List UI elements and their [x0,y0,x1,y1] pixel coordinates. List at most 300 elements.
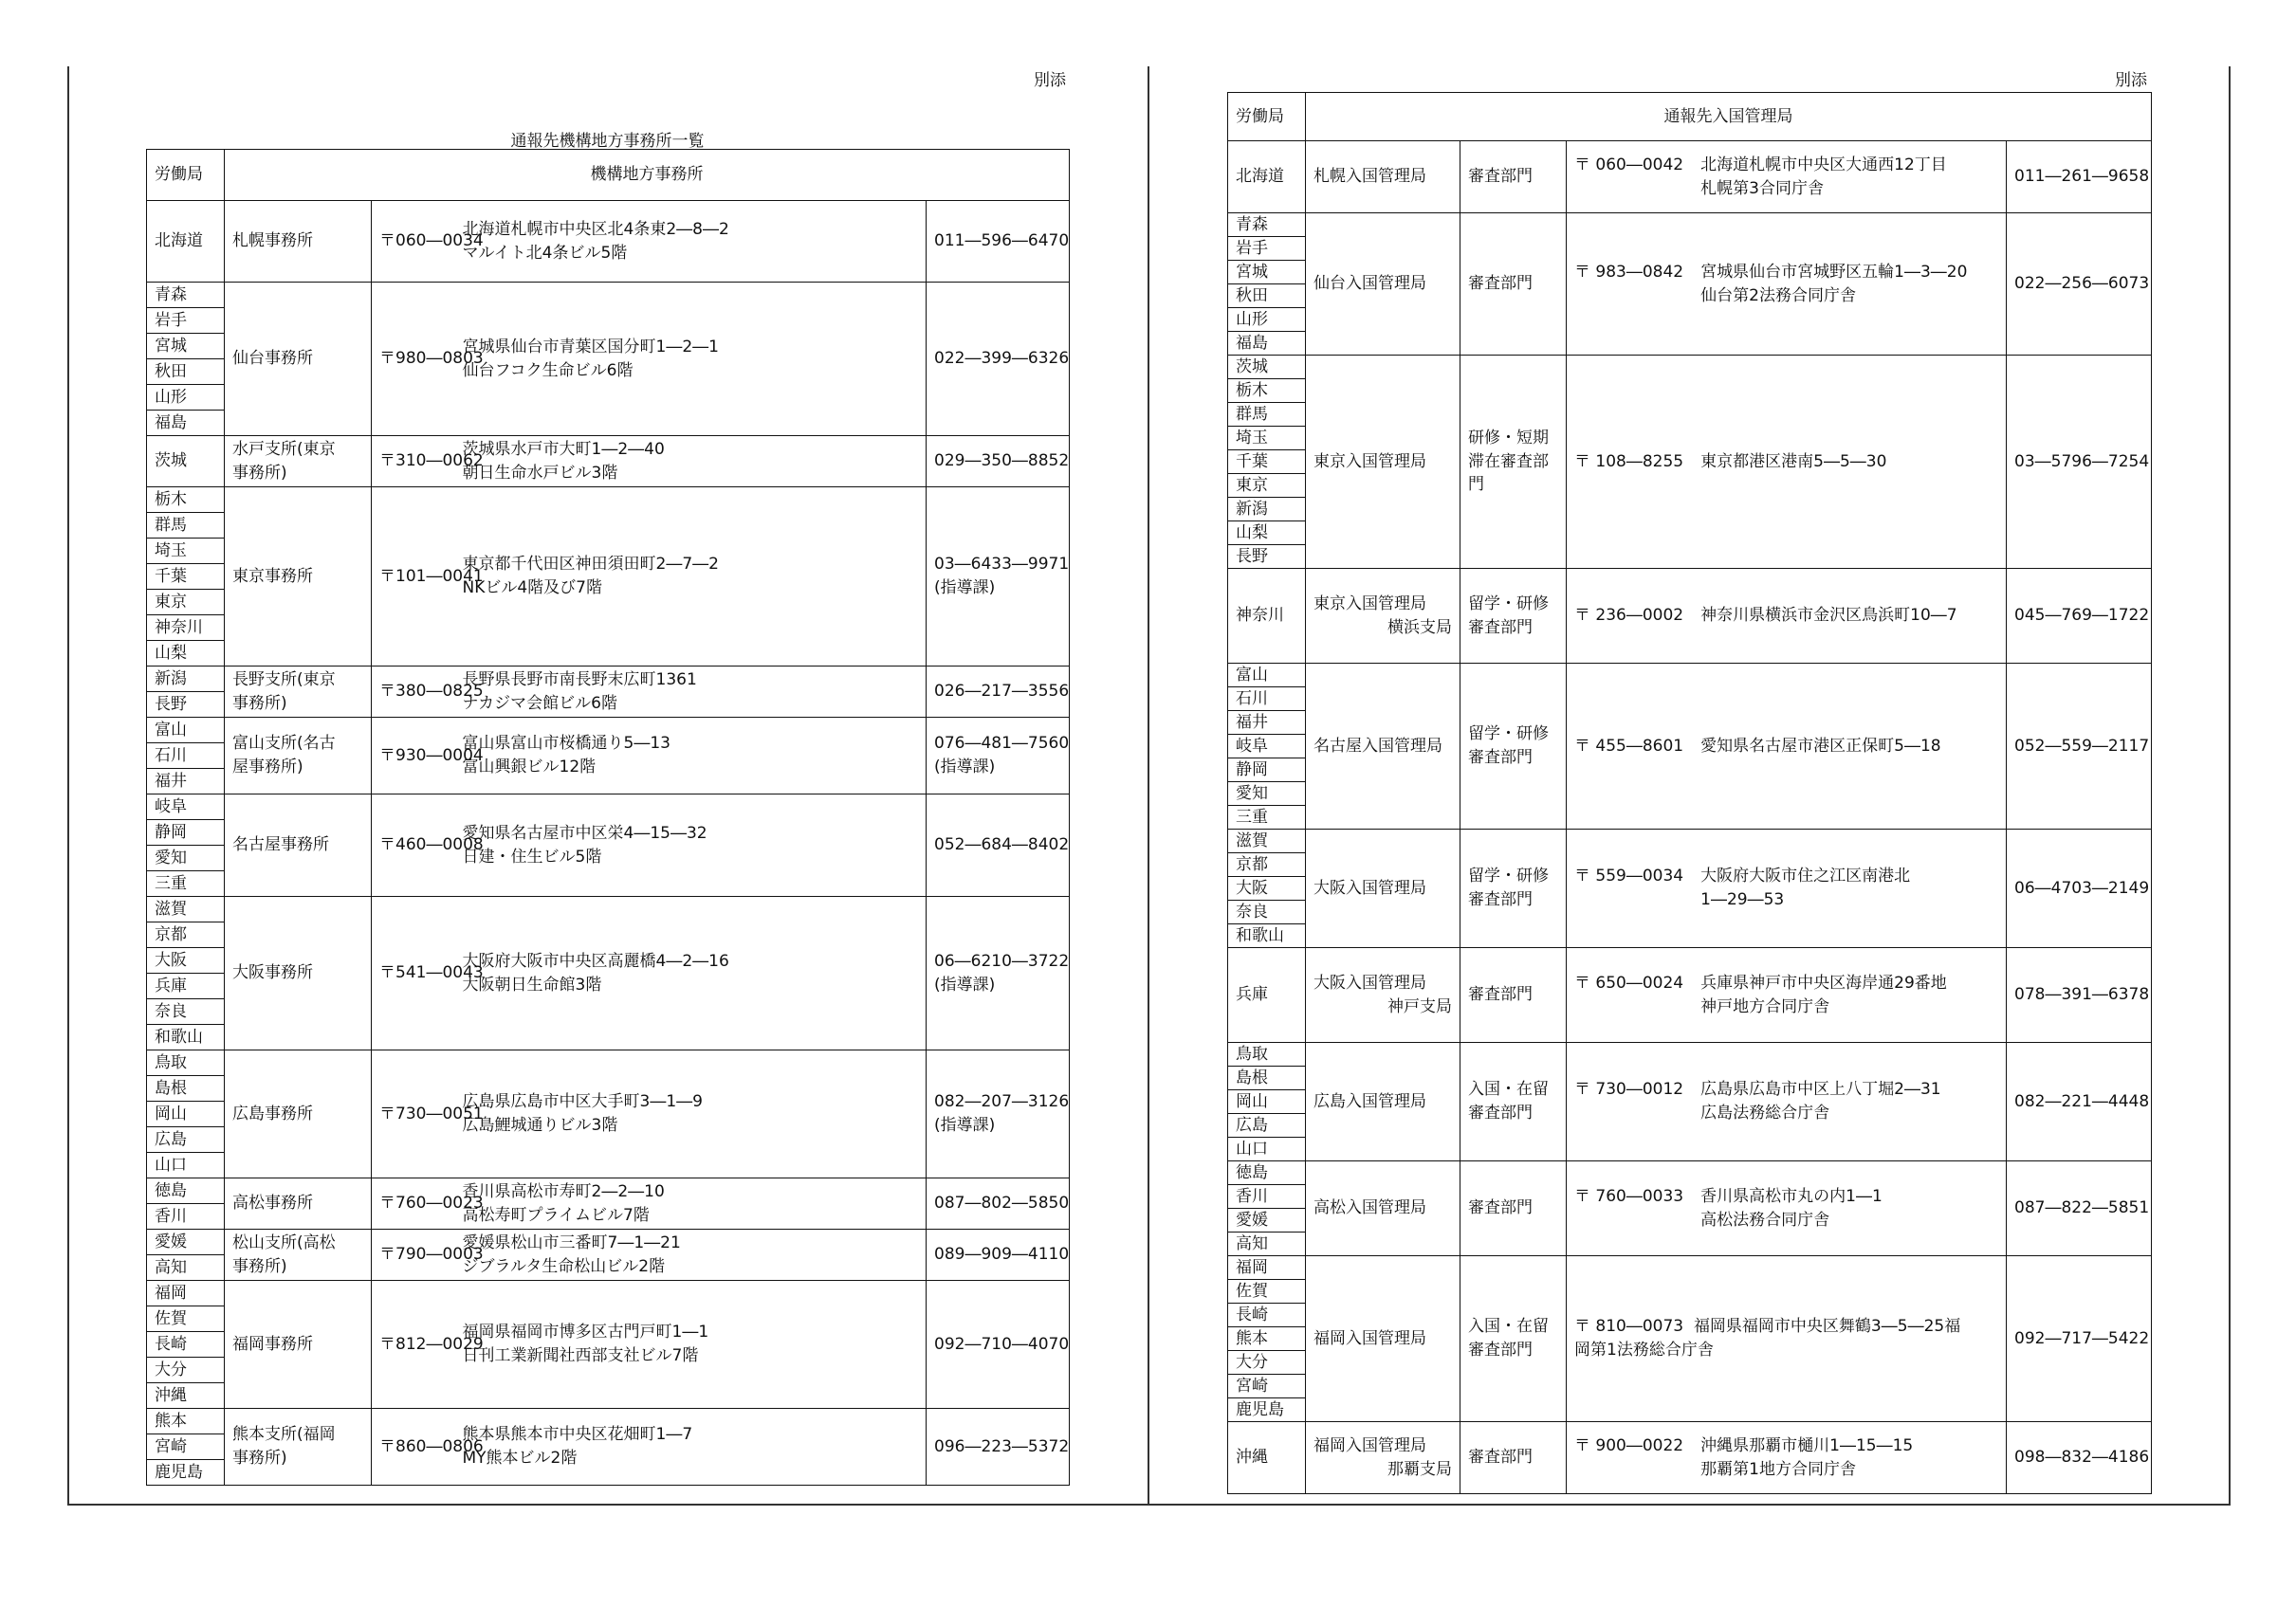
department-cell [1460,1256,1567,1422]
prefecture-cell: 宮城 [147,334,225,359]
prefecture-cell: 奈良 [1228,901,1306,924]
address-lines [1683,604,1956,628]
address-lines [1683,261,1967,307]
prefecture-cell: 岩手 [147,308,225,334]
address-line: 広島県広島市中区上八丁堀2―31 [1700,1080,1941,1100]
bureau-name-line: 広島入国管理局 [1313,1091,1426,1111]
prefecture-cell: 兵庫 [1228,948,1306,1043]
table-row [147,897,1070,922]
table-row [1228,356,2152,379]
address-lines [1683,1185,1883,1232]
department-line: 審査部門 [1468,985,1533,1005]
table-row [147,436,1070,487]
prefecture-cell: 千葉 [1228,450,1306,474]
prefecture-cell: 佐賀 [1228,1280,1306,1304]
address-line: NKビル4階及び7階 [462,578,602,597]
address-line: 熊本県熊本市中央区花畑町1―7 [462,1425,693,1445]
prefecture-cell: 鳥取 [147,1050,225,1076]
postal-code: 〒 236―0002 [1574,606,1684,626]
address-line: 仙台フコク生命ビル6階 [462,360,634,380]
department-line: 審査部門 [1468,167,1533,187]
prefecture-cell: 愛知 [147,846,225,871]
postal-code: 〒060―0034 [379,231,484,251]
department-line: 滞在審査部 [1468,451,1549,471]
department-line: 審査部門 [1468,748,1533,767]
office-name-cell [225,487,372,667]
address-line: 高松法務合同庁舎 [1700,1210,1830,1230]
postal-code: 〒812―0029 [379,1334,484,1354]
prefecture-cell: 富山 [147,718,225,743]
address-block [1574,154,1998,200]
prefecture-cell: 福島 [147,411,225,436]
prefecture-cell: 石川 [1228,687,1306,711]
address-line: 広島法務総合庁舎 [1700,1104,1830,1123]
address-cell [455,794,927,897]
table-row [147,1409,1070,1434]
phone-line: (指導課) [934,758,996,776]
office-name-line: 仙台事務所 [232,349,313,369]
address-block [1574,1078,1998,1124]
postal-code-cell [372,1178,484,1230]
phone-line: 052―684―8402 [934,835,1070,855]
prefecture-cell: 島根 [1228,1067,1306,1090]
bureau-name-line: 東京入国管理局 [1313,451,1426,471]
postal-code: 〒 108―8255 [1574,451,1684,471]
prefecture-cell: 岡山 [1228,1090,1306,1114]
table-row [147,718,1070,743]
prefecture-cell: 茨城 [1228,356,1306,379]
prefecture-cell: 高知 [147,1255,225,1281]
prefecture-cell: 山口 [147,1153,225,1178]
postal-code: 〒 650―0024 [1574,973,1684,993]
prefecture-cell: 山形 [1228,308,1306,332]
table-row [147,487,1070,513]
address-line: 愛知県名古屋市港区正保町5―18 [1700,736,1941,756]
phone-line: 087―802―5850 [934,1194,1070,1214]
bureau-name-cell [1306,948,1460,1043]
address-line: 広島県広島市中区大手町3―1―9 [462,1092,703,1112]
prefecture-cell: 長野 [1228,545,1306,569]
bureau-name-cell [1306,830,1460,948]
department-cell [1460,569,1567,664]
prefecture-cell: 新潟 [1228,498,1306,521]
office-name-line: 札幌事務所 [232,231,313,251]
table-row [147,1178,1070,1204]
address-cell [455,1409,927,1486]
office-name-line: 東京事務所 [232,566,313,586]
address-block [1574,972,1998,1018]
address-cell [1567,1161,2007,1256]
table-row [147,1230,1070,1255]
address-line: 北海道札幌市中央区北4条東2―8―2 [462,219,729,239]
prefecture-cell: 静岡 [147,820,225,846]
phone-cell [927,1230,1070,1281]
postal-code-cell [372,487,484,667]
prefecture-cell: 香川 [1228,1185,1306,1209]
prefecture-cell: 大分 [1228,1351,1306,1375]
bureau-name-line: 東京入国管理局 [1313,593,1426,613]
office-name-cell [225,718,372,794]
address-cell [455,201,927,283]
postal-code: 〒790―0003 [379,1245,484,1265]
phone-cell: 092―717―5422 [2007,1256,2152,1422]
phone-line: 03―6433―9971 [934,555,1070,575]
phone-line: 092―710―4070 [934,1334,1070,1354]
postal-code: 〒 730―0012 [1574,1080,1684,1100]
bureau-name-line: 名古屋入国管理局 [1313,736,1442,756]
prefecture-cell: 東京 [1228,474,1306,498]
address-cell [1567,213,2007,356]
postal-code-cell [372,283,484,436]
left-table-title: 通報先機構地方事務所一覧 [510,132,705,151]
prefecture-cell: 広島 [1228,1114,1306,1138]
department-line: 審査部門 [1468,1448,1533,1468]
address-line: 岡第1法務総合庁舎 [1574,1341,1714,1360]
prefecture-cell: 東京 [147,590,225,615]
office-name-cell [225,794,372,897]
phone-cell: 011―261―9658 [2007,141,2152,213]
address-cell [455,487,927,667]
prefecture-cell: 北海道 [1228,141,1306,213]
prefecture-cell: 岩手 [1228,237,1306,261]
bureau-name-cell [1306,569,1460,664]
office-name-line: 高松事務所 [232,1194,313,1214]
table-row [1228,141,2152,213]
address-line: マルイト北4条ビル5階 [462,243,628,263]
department-cell [1460,213,1567,356]
phone-cell: 052―559―2117 [2007,664,2152,830]
bureau-name-line: 大阪入国管理局 [1313,878,1426,898]
page-frame-left [67,66,69,1504]
prefecture-cell: 長野 [147,692,225,718]
prefecture-cell: 宮城 [1228,261,1306,284]
postal-code-cell [372,1230,484,1281]
postal-code: 〒 455―8601 [1574,736,1684,756]
address-line: 広島鯉城通りビル3階 [462,1116,618,1135]
phone-line: (指導課) [934,1116,996,1135]
address-line: 富山県富山市桜橋通り5―13 [462,734,670,754]
immigration-bureaus-table [1227,92,2152,1494]
prefecture-cell: 鳥取 [1228,1043,1306,1067]
address-cell [1567,141,2007,213]
table-header-row [1228,93,2152,141]
prefecture-cell: 長崎 [147,1332,225,1358]
prefecture-cell: 滋賀 [147,897,225,922]
prefecture-cell: 栃木 [1228,379,1306,403]
address-first-line [1574,1315,1998,1339]
prefecture-cell: 宮崎 [1228,1375,1306,1398]
prefecture-cell: 兵庫 [147,974,225,999]
address-line: 那覇第1地方合同庁舎 [1700,1459,1856,1479]
address-block [1574,735,1998,758]
bureau-name-cell [1306,1161,1460,1256]
table-row [147,283,1070,308]
prefecture-cell: 徳島 [1228,1161,1306,1185]
table-row [147,794,1070,820]
prefecture-cell: 岐阜 [1228,735,1306,758]
office-name-cell [225,1409,372,1486]
prefecture-cell: 大阪 [147,948,225,974]
prefecture-cell: 福井 [1228,711,1306,735]
prefecture-cell: 香川 [147,1204,225,1230]
office-name-line: 福岡事務所 [232,1334,313,1354]
postal-code: 〒460―0008 [379,835,484,855]
department-cell [1460,948,1567,1043]
department-line: 留学・研修 [1468,593,1549,613]
office-name-line: 事務所) [232,1256,287,1276]
address-line: ナカジマ会館ビル6階 [462,693,617,713]
prefecture-cell: 三重 [147,871,225,897]
prefecture-cell: 石川 [147,743,225,769]
office-name-line: 富山支所(名古 [232,734,336,754]
department-cell [1460,664,1567,830]
phone-line: 029―350―8852 [934,451,1070,471]
prefecture-cell: 群馬 [147,513,225,539]
phone-cell [927,897,1070,1050]
prefecture-cell: 鹿児島 [1228,1398,1306,1422]
bureau-name-line: 横浜支局 [1387,617,1452,637]
phone-cell: 022―256―6073 [2007,213,2152,356]
phone-line: 076―481―7560 [934,734,1070,754]
office-name-line: 名古屋事務所 [232,835,329,855]
department-cell [1460,830,1567,948]
postal-code: 〒 559―0034 [1574,867,1684,886]
table-row [1228,830,2152,853]
address-lines [1683,735,1940,758]
bureau-name-line: 札幌入国管理局 [1313,167,1426,187]
table-row [147,1281,1070,1306]
address-line: 福岡県福岡市中央区舞鶴3―5―25福 [1693,1317,1961,1337]
office-name-cell [225,283,372,436]
postal-code: 〒930―0004 [379,745,484,765]
prefecture-cell: 大分 [147,1358,225,1383]
prefecture-cell: 広島 [147,1127,225,1153]
postal-code: 〒980―0803 [379,349,484,369]
postal-code: 〒 810―0073 [1574,1317,1684,1337]
address-lines [1683,450,1886,474]
table-row [147,201,1070,283]
bureau-name-cell [1306,213,1460,356]
prefecture-cell: 岡山 [147,1102,225,1127]
address-block [1574,1185,1998,1232]
department-line: 留学・研修 [1468,867,1549,886]
department-line: 留学・研修 [1468,724,1549,744]
prefecture-cell: 千葉 [147,564,225,590]
table-row [1228,213,2152,237]
prefecture-cell: 佐賀 [147,1306,225,1332]
address-cell [455,436,927,487]
phone-line: (指導課) [934,975,996,995]
address-line: 長野県長野市南長野末広町1361 [462,669,697,689]
table-header-row [147,150,1070,201]
prefecture-cell: 山形 [147,385,225,411]
postal-code-cell [372,667,484,718]
department-line: 審査部門 [1468,617,1533,637]
prefecture-cell: 神奈川 [147,615,225,641]
prefecture-cell: 沖縄 [1228,1422,1306,1494]
prefecture-cell: 富山 [1228,664,1306,687]
bureau-name-line: 大阪入国管理局 [1313,973,1426,993]
prefecture-cell: 福島 [1228,332,1306,356]
address-cell [455,718,927,794]
phone-cell: 098―832―4186 [2007,1422,2152,1494]
prefecture-cell: 山梨 [147,641,225,667]
address-line: 香川県高松市寿町2―2―10 [462,1181,665,1201]
address-cell [1567,664,2007,830]
department-line: 入国・在留 [1468,1317,1549,1337]
table-row [147,1050,1070,1076]
phone-cell: 06―4703―2149 [2007,830,2152,948]
prefecture-cell: 島根 [147,1076,225,1102]
table-row [1228,1161,2152,1185]
prefecture-cell: 京都 [147,922,225,948]
office-name-line: 屋事務所) [232,758,303,776]
office-name-line: 事務所) [232,463,287,483]
prefecture-cell: 大阪 [1228,877,1306,901]
prefecture-cell: 愛媛 [1228,1209,1306,1233]
page-divider [1148,66,1149,1504]
prefecture-cell: 群馬 [1228,403,1306,427]
phone-line: 06―6210―3722 [934,951,1070,971]
prefecture-cell: 埼玉 [147,539,225,564]
prefecture-cell: 青森 [147,283,225,308]
address-cell [455,1281,927,1409]
phone-line: 089―909―4110 [934,1245,1070,1265]
address-line: 愛媛県松山市三番町7―1―21 [462,1233,681,1252]
postal-code-cell [372,201,484,283]
department-line: 審査部門 [1468,1198,1533,1218]
phone-cell [927,1050,1070,1178]
postal-code-cell [372,718,484,794]
department-line: 研修・短期 [1468,429,1549,448]
prefecture-cell: 徳島 [147,1178,225,1204]
address-block [1574,604,1998,628]
prefecture-cell: 秋田 [1228,284,1306,308]
prefecture-cell: 北海道 [147,201,225,283]
department-line: 審査部門 [1468,274,1533,294]
header-labor-bureau: 労働局 [147,150,225,201]
phone-line: 026―217―3556 [934,682,1070,702]
address-cell [1567,830,2007,948]
address-line: 日刊工業新聞社西部支社ビル7階 [462,1346,699,1365]
address-line: 高松寿町プライムビル7階 [462,1205,650,1225]
address-line: 愛知県名古屋市中区栄4―15―32 [462,823,707,843]
address-cell [1567,356,2007,569]
postal-code: 〒 900―0022 [1574,1435,1684,1455]
postal-code-cell [372,897,484,1050]
address-line: 神戸地方合同庁舎 [1700,996,1830,1016]
address-cell [1567,948,2007,1043]
phone-cell [927,436,1070,487]
postal-code: 〒 060―0042 [1574,155,1684,174]
prefecture-cell: 神奈川 [1228,569,1306,664]
department-cell [1460,1043,1567,1161]
postal-code-cell [372,794,484,897]
address-line: ジブラルタ生命松山ビル2階 [462,1256,666,1276]
office-name-cell [225,667,372,718]
table-row [147,667,1070,692]
page-frame-bottom [67,1504,2231,1506]
address-block [1574,1434,1998,1481]
postal-code: 〒 983―0842 [1574,262,1684,282]
office-name-line: 事務所) [232,1449,287,1468]
address-cell [455,1178,927,1230]
address-line: 茨城県水戸市大町1―2―40 [462,439,665,459]
prefecture-cell: 熊本 [1228,1327,1306,1351]
bureau-name-cell [1306,664,1460,830]
phone-cell: 087―822―5851 [2007,1161,2152,1256]
address-line: 朝日生命水戸ビル3階 [462,463,618,483]
phone-line: (指導課) [934,578,996,597]
postal-code-cell [372,1281,484,1409]
phone-cell: 078―391―6378 [2007,948,2152,1043]
phone-line: 011―596―6470 [934,231,1070,251]
bureau-name-line: 高松入国管理局 [1313,1198,1426,1218]
office-name-cell [225,436,372,487]
address-cell [1567,569,2007,664]
table-row [1228,1256,2152,1280]
prefecture-cell: 和歌山 [147,1025,225,1050]
address-line: 神奈川県横浜市金沢区鳥浜町10―7 [1700,606,1957,626]
address-cell [1567,1043,2007,1161]
phone-line: 022―399―6326 [934,349,1070,369]
page-frame-right [2229,66,2231,1504]
prefecture-cell: 福岡 [147,1281,225,1306]
bureau-name-line: 那覇支局 [1387,1459,1452,1479]
bureau-name-cell [1306,141,1460,213]
phone-cell [927,283,1070,436]
bureau-name-cell [1306,1422,1460,1494]
address-line: 札幌第3合同庁舎 [1700,178,1824,198]
postal-code: 〒541―0043 [379,963,484,983]
regional-offices-table [146,149,1070,1486]
phone-cell: 03―5796―7254 [2007,356,2152,569]
phone-cell [927,487,1070,667]
address-line: 兵庫県神戸市中央区海岸通29番地 [1700,973,1947,993]
address-line: MY熊本ビル2階 [462,1449,578,1468]
prefecture-cell: 三重 [1228,806,1306,830]
prefecture-cell: 山梨 [1228,521,1306,545]
address-line: 福岡県福岡市博多区古門戸町1―1 [462,1323,709,1342]
prefecture-cell: 鹿児島 [147,1460,225,1486]
department-cell [1460,1422,1567,1494]
attachment-label-left: 別添 [1034,71,1066,90]
address-cell [455,283,927,436]
address-line: 宮城県仙台市青葉区国分町1―2―1 [462,337,719,356]
office-name-line: 水戸支所(東京 [232,439,336,459]
office-name-line: 事務所) [232,693,287,713]
prefecture-cell: 埼玉 [1228,427,1306,450]
office-name-line: 広島事務所 [232,1104,313,1123]
prefecture-cell: 高知 [1228,1233,1306,1256]
address-line: 宮城県仙台市宮城野区五輪1―3―20 [1700,262,1968,282]
bureau-name-cell [1306,1043,1460,1161]
address-cell [1567,1422,2007,1494]
address-lines [1683,865,1910,911]
address-line: 東京都港区港南5―5―30 [1700,451,1887,471]
office-name-cell [225,1050,372,1178]
prefecture-cell: 奈良 [147,999,225,1025]
address-line: 香川県高松市丸の内1―1 [1700,1186,1883,1206]
table-row [1228,948,2152,1043]
postal-code-cell [372,1409,484,1486]
address-line: 北海道札幌市中央区大通西12丁目 [1700,155,1947,174]
address-lines [1683,1078,1940,1124]
office-name-line: 熊本支所(福岡 [232,1425,336,1445]
prefecture-cell: 長崎 [1228,1304,1306,1327]
postal-code-cell [372,436,484,487]
phone-cell [927,201,1070,283]
